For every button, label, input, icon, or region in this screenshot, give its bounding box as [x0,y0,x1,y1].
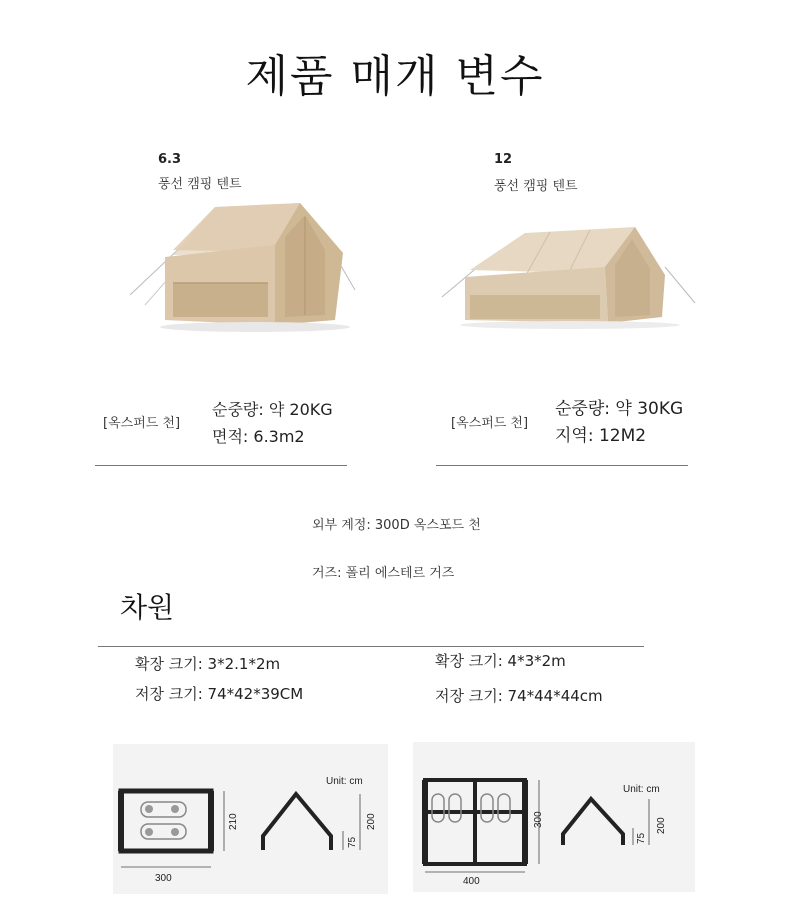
diagram-width: 300 [155,873,172,884]
expanded-size: 확장 크기: 3*2.1*2m [135,655,281,673]
product-weight: 순중량: 약 30KG [555,399,684,419]
outer-material: 외부 계정: 300D 옥스포드 천 [312,518,481,533]
storage-size: 저장 크기: 74*42*39CM [135,685,304,703]
product-name: 풍선 캠핑 텐트 [158,177,242,192]
dimension-diagram-large [413,742,695,892]
tent-image-large [440,205,700,330]
floor-material: 거즈: 폴리 에스테르 거즈 [312,566,455,581]
diagram-depth: 210 [228,813,239,830]
diagram-width: 400 [463,876,480,887]
diagram-unit: Unit: cm [326,776,363,787]
product-fabric: [옥스퍼드 천] [451,416,529,431]
diagram-height: 200 [656,817,667,834]
product-weight: 순중량: 약 20KG [212,400,333,419]
diagram-unit: Unit: cm [623,784,660,795]
product-model-code: 12 [494,152,513,167]
tent-image-small [125,195,365,335]
divider [436,465,688,466]
product-name: 풍선 캠핑 텐트 [494,179,578,194]
storage-size: 저장 크기: 74*44*44cm [435,687,603,705]
diagram-height: 200 [366,813,377,830]
section-title: 차원 [120,591,175,624]
product-area: 면적: 6.3m2 [212,427,305,446]
dimension-diagram-small [113,744,388,894]
diagram-depth: 300 [533,811,544,828]
product-area: 지역: 12M2 [555,426,647,446]
diagram-wall-height: 75 [636,832,647,844]
expanded-size: 확장 크기: 4*3*2m [435,652,566,670]
page-title: 제품 매개 변수 [245,51,545,102]
diagram-wall-height: 75 [347,836,358,848]
divider [95,465,347,466]
product-model-code: 6.3 [158,152,182,167]
product-fabric: [옥스퍼드 천] [103,416,181,431]
